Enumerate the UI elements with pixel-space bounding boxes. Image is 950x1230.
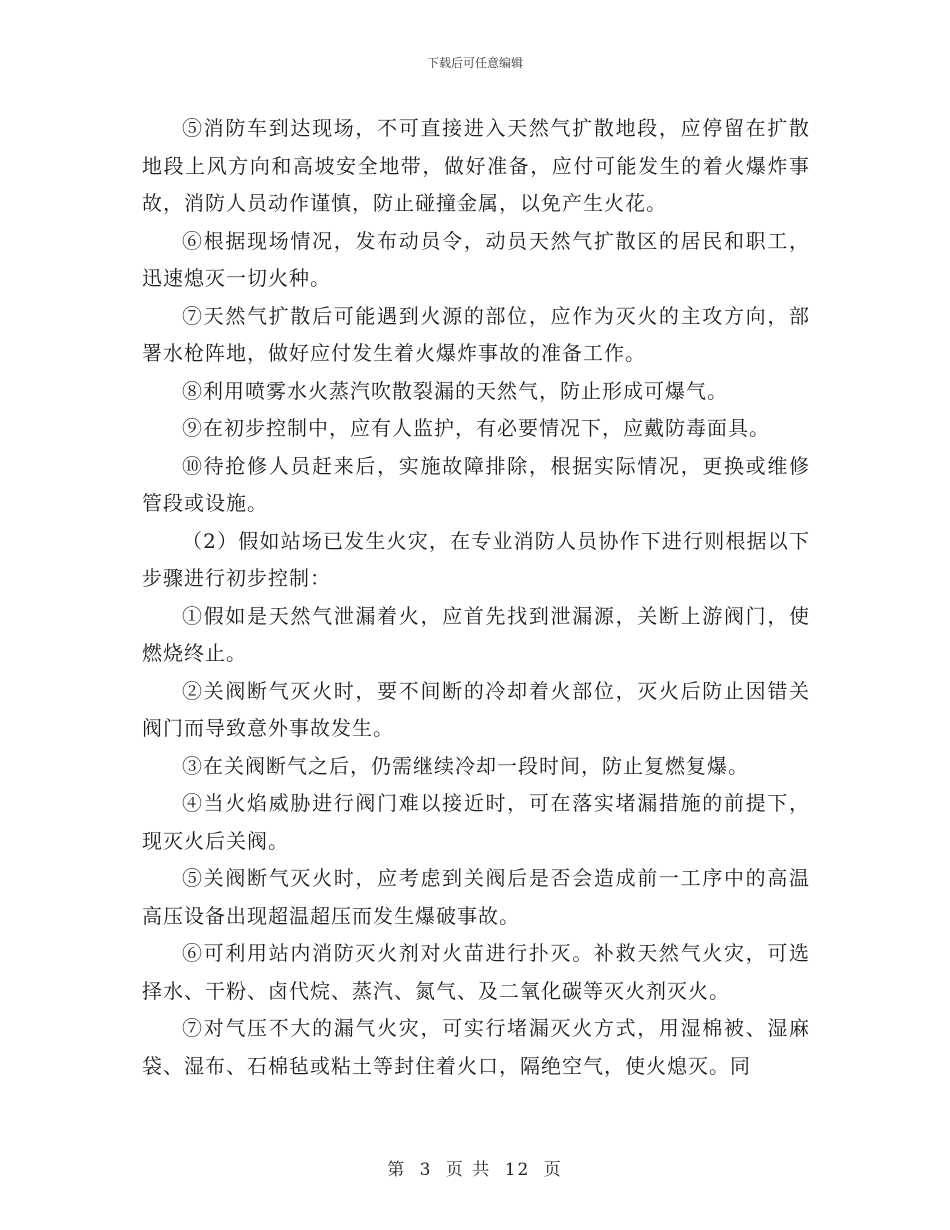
paragraph-3: ⑦天然气扩散后可能遇到火源的部位，应作为灭火的主攻方向，部署水枪阵地，做好应付发生着火爆炸事故的准备工作。 xyxy=(142,303,810,365)
paragraph-7: （2）假如站场已发生火灾，在专业消防人员协作下进行则根据以下步骤进行初步控制： xyxy=(142,528,810,590)
paragraph-9: ②关阀断气灭火时，要不间断的冷却着火部位，灭火后防止因错关阀门而导致意外事故发生。 xyxy=(142,678,810,740)
total-pages-number: 12 xyxy=(504,1160,531,1180)
paragraph-5: ⑨在初步控制中，应有人监护，有必要情况下，应戴防毒面具。 xyxy=(182,416,770,440)
page-footer xyxy=(0,1155,950,1180)
paragraph-6: ⑩待抢修人员赶来后，实施故障排除，根据实际情况，更换或维修管段或设施。 xyxy=(142,453,810,515)
footer-prefix: 第 xyxy=(387,1160,407,1180)
paragraph-8: ①假如是天然气泄漏着火，应首先找到泄漏源，关断上游阀门，使燃烧终止。 xyxy=(142,603,810,665)
paragraph-10: ③在关阀断气之后，仍需继续冷却一段时间，防止复燃复爆。 xyxy=(182,753,749,778)
current-page-number: 3 xyxy=(419,1160,433,1180)
footer-suffix: 页 xyxy=(543,1160,563,1180)
paragraph-11: ④当火焰威胁进行阀门难以接近时，可在落实堵漏措施的前提下，现灭火后关阀。 xyxy=(142,791,810,853)
paragraph-2: ⑥根据现场情况，发布动员令，动员天然气扩散区的居民和职工，迅速熄灭一切火种。 xyxy=(142,228,810,290)
footer-middle: 页 共 xyxy=(445,1160,492,1180)
paragraph-1: ⑤消防车到达现场，不可直接进入天然气扩散地段，应停留在扩散地段上风方向和高坡安全地带，做好准备，应付可能发生的着火爆炸事故，消防人员动作谨慎，防止碰撞金属，以免产生火花。 xyxy=(142,116,810,215)
paragraph-4: ⑧利用喷雾水火蒸汽吹散裂漏的天然气，防止形成可爆气。 xyxy=(182,378,728,403)
document-body xyxy=(142,110,810,1085)
paragraph-12: ⑤关阀断气灭火时，应考虑到关阀后是否会造成前一工序中的高温高压设备出现超温超压而发生爆破事故。 xyxy=(142,866,810,928)
paragraph-14: ⑦对气压不大的漏气火灾，可实行堵漏灭火方式，用湿棉被、湿麻袋、湿布、石棉毡或粘土等封住着火口，隔绝空气，使火熄灭。同 xyxy=(142,1016,810,1078)
paragraph-13: ⑥可利用站内消防灭火剂对火苗进行扑灭。补救天然气火灾，可选择水、干粉、卤代烷、蒸汽、氮气、及二氧化碳等灭火剂灭火。 xyxy=(142,941,810,1003)
page-header: 下载后可任意编辑 xyxy=(426,56,523,70)
